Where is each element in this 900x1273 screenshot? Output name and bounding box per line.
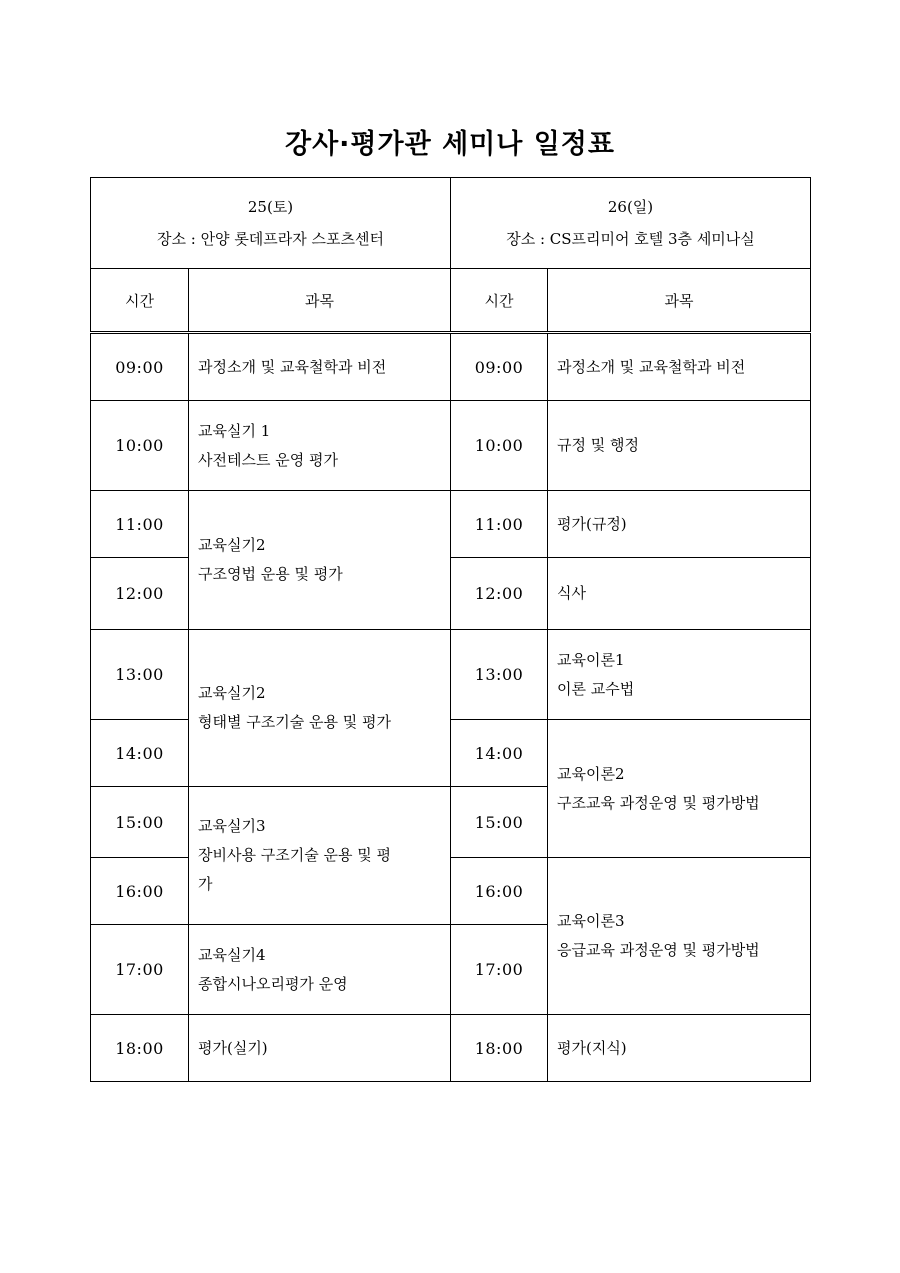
session-line: 교육이론2: [557, 764, 625, 783]
session-line: 교육실기 1: [198, 421, 271, 440]
session-line: 교육실기2: [198, 536, 266, 554]
session-line: 교육이론1: [557, 650, 625, 669]
day2-time-cell: 16:00: [451, 858, 548, 925]
day2-time-cell: 13:00: [451, 630, 548, 720]
day1-session: [189, 925, 451, 1015]
day1-time-cell: 13:00: [91, 630, 189, 720]
session-line: 규정 및 행정: [557, 436, 639, 454]
day1-session: [189, 333, 451, 401]
day2-session: [548, 333, 811, 401]
session-line: 장비사용 구조기술 운용 및 평: [198, 846, 391, 864]
day2-time-cell: 15:00: [451, 787, 548, 858]
session-line: 종합시나오리평가 운영: [198, 974, 348, 993]
day2-session: [548, 1015, 811, 1082]
day1-session: [189, 787, 451, 925]
day2-time-cell: 11:00: [451, 491, 548, 558]
session-line: 교육실기2: [198, 684, 266, 702]
page-title: 강사·평가관 세미나 일정표: [285, 129, 615, 160]
day2-time-cell: 14:00: [451, 720, 548, 787]
day1-time-cell: 18:00: [91, 1015, 189, 1082]
day1-header: [91, 178, 451, 269]
day1-time-header: 시간: [91, 269, 189, 333]
session-line: 구조영법 운용 및 평가: [198, 565, 343, 583]
session-line: 교육실기4: [198, 945, 266, 964]
day1-session: [189, 401, 451, 491]
day2-time-header: 시간: [451, 269, 548, 333]
day2-time-cell: 17:00: [451, 925, 548, 1015]
day1-time-cell: 16:00: [91, 858, 189, 925]
day2-session: [548, 558, 811, 630]
day2-date: 26(일): [607, 198, 654, 216]
session-line: 가: [198, 875, 213, 893]
day1-session: [189, 1015, 451, 1082]
session-line: 사전테스트 운영 평가: [198, 450, 338, 469]
session-line: 평가(규정): [557, 514, 627, 533]
session-line: 평가(지식): [557, 1038, 627, 1057]
day2-time-cell: 12:00: [451, 558, 548, 630]
session-line: 구조교육 과정운영 및 평가방법: [557, 793, 760, 812]
day1-time-cell: 17:00: [91, 925, 189, 1015]
session-line: 형태별 구조기술 운용 및 평가: [198, 713, 391, 731]
day1-session: [189, 630, 451, 787]
day2-time-cell: 18:00: [451, 1015, 548, 1082]
table-row: [91, 333, 811, 401]
table-row: [91, 401, 811, 491]
day2-session: [548, 858, 811, 1015]
day2-subject-header: 과목: [548, 269, 811, 333]
day2-session: [548, 491, 811, 558]
session-line: 식사: [557, 584, 586, 602]
day1-venue: 장소 : 안양 롯데프라자 스포츠센터: [157, 230, 384, 248]
session-line: 이론 교수법: [557, 679, 635, 698]
schedule-table: [90, 177, 811, 1082]
day1-time-cell: 15:00: [91, 787, 189, 858]
day1-date: 25(토): [247, 198, 294, 216]
column-header-row: [91, 269, 811, 333]
table-row: [91, 1015, 811, 1082]
session-line: 과정소개 및 교육철학과 비전: [557, 357, 746, 376]
session-line: 교육이론3: [557, 912, 625, 930]
day2-session: [548, 720, 811, 858]
day1-session: [189, 491, 451, 630]
day1-subject-header: 과목: [189, 269, 451, 333]
session-line: 응급교육 과정운영 및 평가방법: [557, 941, 760, 959]
day2-time-cell: 10:00: [451, 401, 548, 491]
day2-time-cell: 09:00: [451, 333, 548, 401]
session-line: 교육실기3: [198, 817, 266, 835]
day1-time-cell: 11:00: [91, 491, 189, 558]
day2-session: [548, 401, 811, 491]
day1-time-cell: 09:00: [91, 333, 189, 401]
day1-time-cell: 14:00: [91, 720, 189, 787]
day2-session: [548, 630, 811, 720]
day2-venue: 장소 : CS프리미어 호텔 3층 세미나실: [506, 230, 755, 248]
session-line: 과정소개 및 교육철학과 비전: [198, 357, 387, 376]
day1-time-cell: 12:00: [91, 558, 189, 630]
session-line: 평가(실기): [198, 1038, 268, 1057]
day2-header: [451, 178, 811, 269]
table-row: [91, 491, 811, 558]
day1-time-cell: 10:00: [91, 401, 189, 491]
day-header-row: [91, 178, 811, 269]
table-row: [91, 630, 811, 720]
